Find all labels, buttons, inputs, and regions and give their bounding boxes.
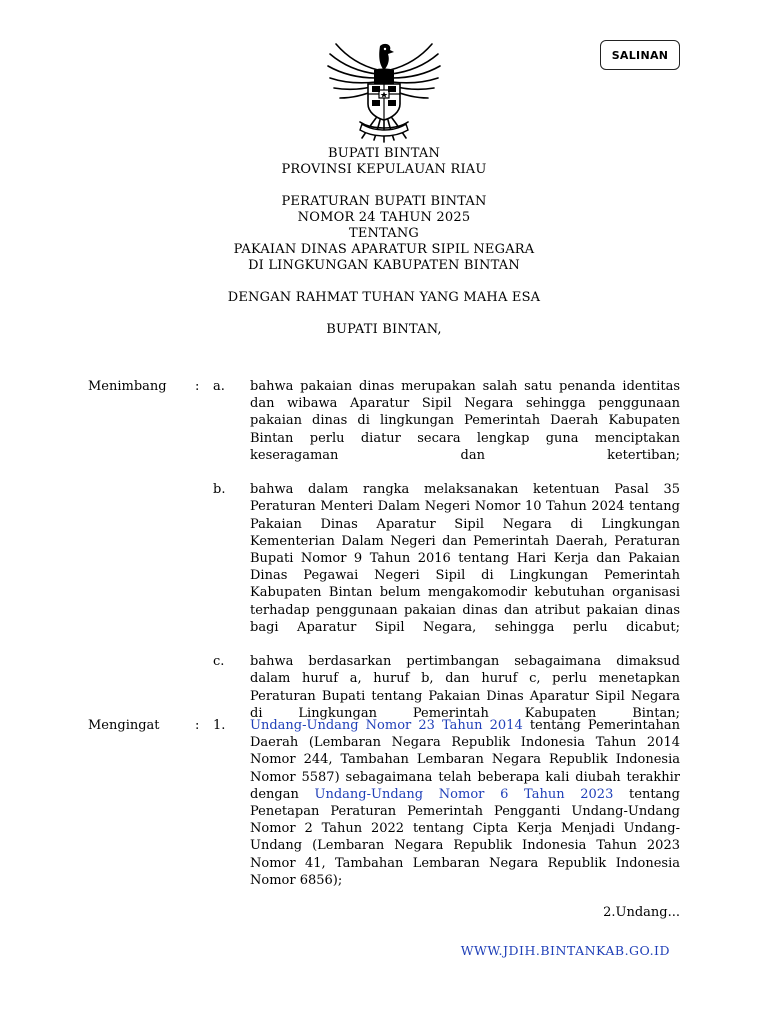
menimbang-colon: : [195,379,200,394]
regulation-about: TENTANG [348,226,420,241]
garuda-emblem-icon [322,40,446,144]
regulation-subject-line2: DI LINGKUNGAN KABUPATEN BINTAN [248,258,520,273]
mengingat-item-1 [88,717,680,889]
footer-website-link[interactable]: WWW.JDIH.BINTANKAB.GO.ID [460,943,670,958]
item-marker: a. [213,379,225,394]
item-text: bahwa dalam rangka melaksanakan ketentuan Pasal 35 Peraturan Menteri Dalam Negeri Nomor 10 Tahun 2024 tentang Pakaian Dinas Aparatur Sipil Negara di Lingkungan Kementerian Dalam Negeri dan Pemerintah Daerah, Peraturan Bupati Nomor 9 Tahun 2016 tentang Hari Kerja dan Pakaian Dinas Pegawai Negeri Sipil di Lingkungan Pemerintah Kabupaten Bintan belum mengakomodir kebutuhan organisasi terhadap penggunaan pakaian dinas dan atribut pakaian dinas bagi Aparatur Sipil Negara, sehingga perlu dicabut; [250,482,680,635]
salinan-stamp: SALINAN [600,40,680,70]
page-continuation: 2.Undang... [603,905,680,920]
law-link-uu-23-2014[interactable]: Undang-Undang Nomor 23 Tahun 2014 [250,718,523,733]
menimbang-item-a [88,378,680,481]
preamble-regent: BUPATI BINTAN, [326,322,442,337]
mengingat-colon: : [195,718,200,733]
item-text-part: tentang Pemerintahan Daerah (Lembaran Negara Republik Indonesia Tahun 2014 Nomor 244, Tambahan Lembaran Negara Republik Indonesia Nomor 5587) sebagaimana telah beberapa kali diubah terakhir dengan [250,718,680,802]
item-text [250,717,680,889]
item-marker: 1. [213,718,226,733]
province-title: PROVINSI KEPULAUAN RIAU [281,162,487,177]
regent-title: BUPATI BINTAN [327,146,441,161]
regulation-number: NOMOR 24 TAHUN 2025 [297,210,471,225]
document-header [0,146,768,338]
item-text-part: tentang Penetapan Peraturan Pemerintah Pengganti Undang-Undang Nomor 2 Tahun 2022 tentang Cipta Kerja Menjadi Undang-Undang (Lembaran Negara Republik Indonesia Tahun 2023 Nomor 41, Tambahan Lembaran Negara Republik Indonesia Nomor 6856); [250,786,680,888]
mengingat-label: Mengingat [88,718,160,733]
item-marker: c. [213,654,225,670]
menimbang-section [88,378,680,739]
item-text: bahwa berdasarkan pertimbangan sebagaimana dimaksud dalam huruf a, huruf b, dan huruf c, perlu menetapkan Peraturan Bupati tentang Pakaian Dinas Aparatur Sipil Negara di Lingkungan Pemerintah Kabupaten Bintan; [250,654,680,721]
item-marker: b. [213,482,226,498]
regulation-subject-line1: PAKAIAN DINAS APARATUR SIPIL NEGARA [233,242,535,257]
preamble-blessing: DENGAN RAHMAT TUHAN YANG MAHA ESA [227,290,541,305]
menimbang-item-b [88,481,680,653]
regulation-title: PERATURAN BUPATI BINTAN [281,194,487,209]
law-link-uu-6-2023[interactable]: Undang-Undang Nomor 6 Tahun 2023 [314,786,614,802]
item-text: bahwa pakaian dinas merupakan salah satu penanda identitas dan wibawa Aparatur Sipil Negara sehingga penggunaan pakaian dinas di lingkungan Pemerintah Daerah Kabupaten Bintan perlu diatur secara lengkap guna menciptakan keseragaman dan ketertiban; [250,379,680,463]
mengingat-section [88,717,680,889]
menimbang-label: Menimbang [88,379,167,394]
